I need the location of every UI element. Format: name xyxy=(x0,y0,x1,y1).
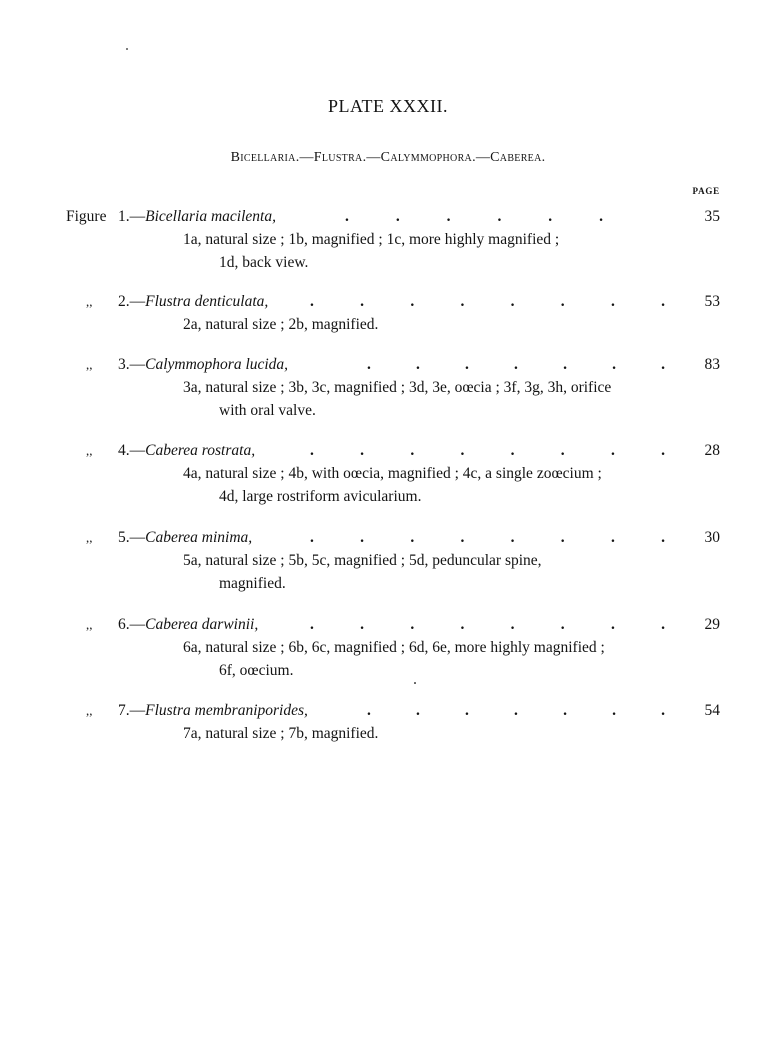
page-column-label: PAGE xyxy=(692,186,720,196)
plate-subtitle: Bicellaria.—Flustra.—Calymmophora.—Caberea. xyxy=(230,150,546,165)
page-number: 83 xyxy=(704,356,720,373)
figure-description xyxy=(183,376,668,422)
figure-entry-2 xyxy=(0,291,776,333)
entry-prefix xyxy=(86,527,253,549)
figure-word: Figure xyxy=(66,208,107,225)
description-line: 6f, oœcium. xyxy=(219,662,294,679)
description-line: magnified. xyxy=(219,575,286,592)
figure-description xyxy=(183,228,668,274)
entry-prefix xyxy=(66,206,276,228)
dot-leader: . . . . . . . . xyxy=(310,529,665,546)
dot-leader: . . . . . . . xyxy=(367,702,665,719)
species-name: Bicellaria macilenta, xyxy=(145,208,276,225)
description-line: 5a, natural size ; 5b, 5c, magnified ; 5d, peduncular spine, xyxy=(183,552,542,569)
figure-entry-4 xyxy=(0,440,776,505)
ditto-mark: ,, xyxy=(86,357,93,372)
page-speck xyxy=(414,682,416,684)
entry-prefix xyxy=(86,291,269,313)
figure-entry-1 xyxy=(0,206,776,271)
figure-entry-6 xyxy=(0,614,776,679)
figure-number: 2.— xyxy=(118,293,146,310)
page-number: 53 xyxy=(704,293,720,310)
page-number: 30 xyxy=(704,529,720,546)
figure-description xyxy=(183,462,668,508)
description-line: 2a, natural size ; 2b, magnified. xyxy=(183,316,379,333)
description-line: 1a, natural size ; 1b, magnified ; 1c, more highly magnified ; xyxy=(183,231,560,248)
ditto-mark: ,, xyxy=(86,443,93,458)
dot-leader: . . . . . . . . xyxy=(310,442,665,459)
dot-leader: . . . . . . . . xyxy=(310,293,665,310)
species-name: Caberea darwinii, xyxy=(145,616,259,633)
description-line: 6a, natural size ; 6b, 6c, magnified ; 6d, 6e, more highly magnified ; xyxy=(183,639,605,656)
page-number: 54 xyxy=(704,702,720,719)
figure-entry-5 xyxy=(0,527,776,592)
page-number: 28 xyxy=(704,442,720,459)
entry-prefix xyxy=(86,354,289,376)
figure-entry-7 xyxy=(0,700,776,742)
dot-leader: . . . . . . . . xyxy=(310,616,665,633)
plate-title: PLATE XXXII. xyxy=(328,96,448,116)
figure-number: 1.— xyxy=(118,208,146,225)
species-name: Flustra denticulata, xyxy=(145,293,269,310)
species-name: Flustra membraniporides, xyxy=(145,702,308,719)
species-name: Caberea minima, xyxy=(145,529,253,546)
figure-number: 3.— xyxy=(118,356,146,373)
figure-description xyxy=(183,722,668,745)
description-line: 4d, large rostriform avicularium. xyxy=(219,488,422,505)
page-number: 35 xyxy=(704,208,720,225)
figure-description xyxy=(183,549,668,595)
description-line: 1d, back view. xyxy=(219,254,309,271)
ditto-mark: ,, xyxy=(86,703,93,718)
entry-prefix xyxy=(86,614,259,636)
figure-description xyxy=(183,636,668,682)
figure-number: 6.— xyxy=(118,616,146,633)
figure-entry-3 xyxy=(0,354,776,419)
species-name: Caberea rostrata, xyxy=(145,442,256,459)
ditto-mark: ,, xyxy=(86,530,93,545)
description-line: 3a, natural size ; 3b, 3c, magnified ; 3d, 3e, oœcia ; 3f, 3g, 3h, orifice xyxy=(183,379,612,396)
ditto-mark: ,, xyxy=(86,294,93,309)
page-speck xyxy=(126,48,128,50)
entry-prefix xyxy=(86,700,308,722)
figure-number: 5.— xyxy=(118,529,146,546)
figure-description xyxy=(183,313,668,336)
ditto-mark: ,, xyxy=(86,617,93,632)
figure-number: 7.— xyxy=(118,702,146,719)
dot-leader: . . . . . . xyxy=(345,208,603,225)
species-name: Calymmophora lucida, xyxy=(145,356,289,373)
description-line: with oral valve. xyxy=(219,402,316,419)
description-line: 4a, natural size ; 4b, with oœcia, magnified ; 4c, a single zoœcium ; xyxy=(183,465,602,482)
entry-prefix xyxy=(86,440,256,462)
page-number: 29 xyxy=(704,616,720,633)
description-line: 7a, natural size ; 7b, magnified. xyxy=(183,725,379,742)
figure-number: 4.— xyxy=(118,442,146,459)
dot-leader: . . . . . . . xyxy=(367,356,665,373)
